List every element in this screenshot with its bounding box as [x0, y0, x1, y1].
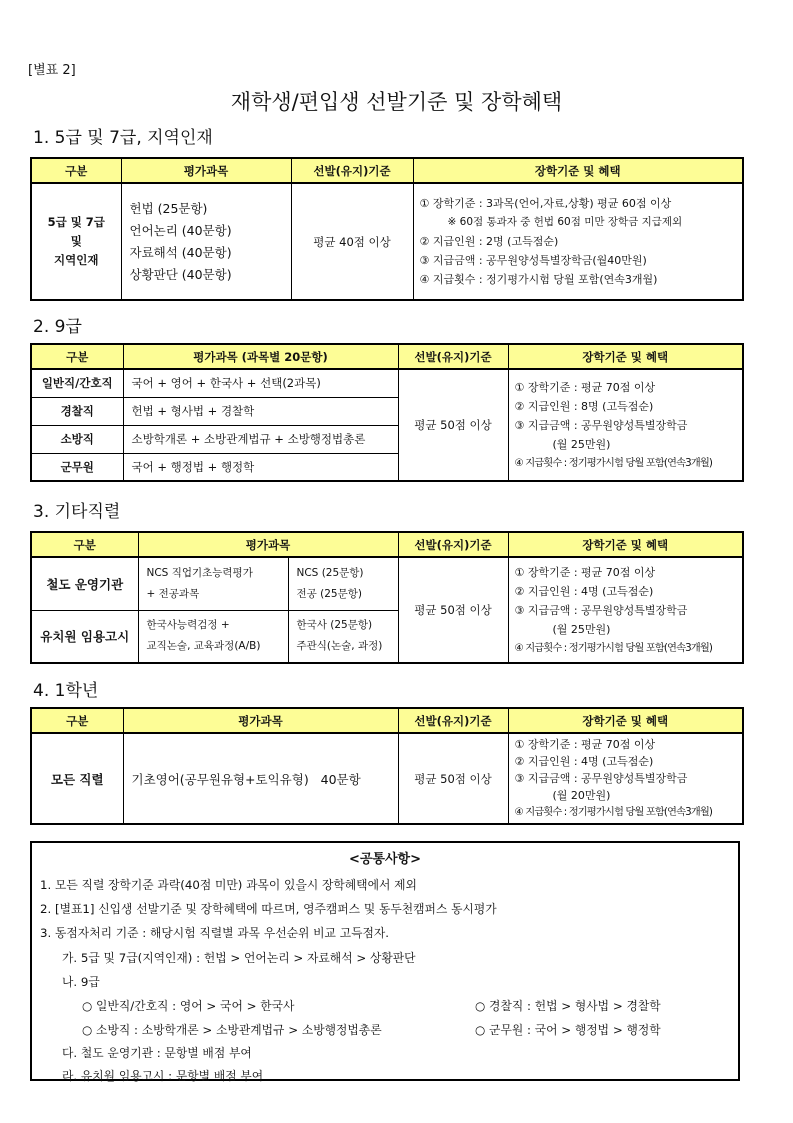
note-line: ○ 군무원 : 국어 > 행정법 > 행정학 — [475, 1023, 661, 1037]
benefits-cell: ① 장학기준 : 평균 70점 이상 ② 지급인원 : 4명 (고득점순) ③ 지급금액 : 공무원양성특별장학금 (월 25만원) ④ 지급횟수 : 정기평가시험 당월 포함(연속3개월) — [508, 557, 743, 663]
common-notes-box — [30, 841, 740, 1081]
subjects-cell: NCS 직업기초능력평가 + 전공과목 — [138, 557, 288, 610]
section-3-table — [30, 531, 744, 664]
category-cell: 모든 직렬 — [31, 733, 123, 824]
header-criterion: 선발(유지)기준 — [398, 532, 508, 557]
section-1-table — [30, 157, 744, 301]
header-benefits: 장학기준 및 혜택 — [508, 344, 743, 369]
criterion-cell: 평균 50점 이상 — [398, 733, 508, 824]
note-line: 나. 9급 — [62, 975, 100, 989]
criterion-cell: 평균 40점 이상 — [291, 183, 413, 300]
header-category: 구분 — [31, 532, 138, 557]
subjects-cell: 국어 + 행정법 + 행정학 — [123, 453, 398, 481]
header-benefits: 장학기준 및 혜택 — [508, 532, 743, 557]
header-benefits: 장학기준 및 혜택 — [413, 158, 743, 183]
header-category: 구분 — [31, 344, 123, 369]
note-line: ○ 경찰직 : 헌법 > 형사법 > 경찰학 — [475, 999, 661, 1013]
note-line: 다. 철도 운영기관 : 문항별 배점 부여 — [62, 1046, 252, 1060]
header-subjects: 평가과목 — [138, 532, 398, 557]
header-criterion: 선발(유지)기준 — [398, 708, 508, 733]
note-line: ○ 일반직/간호직 : 영어 > 국어 > 한국사 — [82, 999, 295, 1013]
subject-detail-cell: 한국사 (25문항) 주관식(논술, 과정) — [288, 610, 398, 663]
section-2-heading: 2. 9급 — [33, 317, 82, 337]
page-title: 재학생/편입생 선발기준 및 장학혜택 — [230, 90, 563, 114]
category-cell: 유치원 임용고시 — [31, 610, 138, 663]
subjects-cell: 기초영어(공무원유형+토익유형) 40문항 — [123, 733, 398, 824]
header-subjects: 평가과목 (과목별 20문항) — [123, 344, 398, 369]
subjects-cell: 소방학개론 + 소방관계법규 + 소방행정법총론 — [123, 425, 398, 453]
header-criterion: 선발(유지)기준 — [291, 158, 413, 183]
note-line: ○ 소방직 : 소방학개론 > 소방관계법규 > 소방행정법총론 — [82, 1023, 382, 1037]
header-criterion: 선발(유지)기준 — [398, 344, 508, 369]
category-cell: 일반직/간호직 — [31, 369, 123, 397]
header-benefits: 장학기준 및 혜택 — [508, 708, 743, 733]
category-cell: 5급 및 7급 및 지역인재 — [31, 183, 121, 300]
subjects-cell: 국어 + 영어 + 한국사 + 선택(2과목) — [123, 369, 398, 397]
header-subjects: 평가과목 — [121, 158, 291, 183]
section-2-table — [30, 343, 744, 482]
section-4-table — [30, 707, 744, 825]
header-category: 구분 — [31, 708, 123, 733]
section-1-heading: 1. 5급 및 7급, 지역인재 — [33, 128, 213, 148]
subjects-cell: 헌법 + 형사법 + 경찰학 — [123, 397, 398, 425]
note-line: 라. 유치원 임용고시 : 문항별 배점 부여 — [62, 1069, 264, 1083]
benefits-cell: ① 장학기준 : 3과목(언어,자료,상황) 평균 60점 이상 ※ 60점 통과자 중 헌법 60점 미만 장학금 지급제외 ② 지급인원 : 2명 (고득점순) ③ 지급금액 : 공무원양성특별장학금(월40만원) ④ 지급횟수 : 정기평가시험 당월 포함(연속3개월) — [413, 183, 743, 300]
subjects-cell: 헌법 (25문항) 언어논리 (40문항) 자료해석 (40문항) 상황판단 (40문항) — [121, 183, 291, 300]
note-line: 3. 동점자처리 기준 : 해당시험 직렬별 과목 우선순위 비교 고득점자. — [40, 926, 390, 940]
subjects-cell: 한국사능력검정 + 교직논술, 교육과정(A/B) — [138, 610, 288, 663]
benefits-cell: ① 장학기준 : 평균 70점 이상 ② 지급인원 : 8명 (고득점순) ③ 지급금액 : 공무원양성특별장학금 (월 25만원) ④ 지급횟수 : 정기평가시험 당월 포함(연속3개월) — [508, 369, 743, 481]
section-3-heading: 3. 기타직렬 — [33, 502, 121, 522]
criterion-cell: 평균 50점 이상 — [398, 369, 508, 481]
note-line: 가. 5급 및 7급(지역인재) : 헌법 > 언어논리 > 자료해석 > 상황판단 — [62, 951, 416, 965]
appendix-tag: [별표 2] — [28, 63, 76, 78]
category-cell: 군무원 — [31, 453, 123, 481]
note-line: 1. 모든 직렬 장학기준 과락(40점 미만) 과목이 있을시 장학혜택에서 제외 — [40, 878, 417, 892]
section-4-heading: 4. 1학년 — [33, 681, 99, 701]
category-cell: 경찰직 — [31, 397, 123, 425]
header-category: 구분 — [31, 158, 121, 183]
subject-detail-cell: NCS (25문항) 전공 (25문항) — [288, 557, 398, 610]
category-cell: 철도 운영기관 — [31, 557, 138, 610]
note-line: 2. [별표1] 신입생 선발기준 및 장학혜택에 따르며, 영주캠퍼스 및 동두천캠퍼스 동시평가 — [40, 902, 497, 916]
header-subjects: 평가과목 — [123, 708, 398, 733]
category-cell: 소방직 — [31, 425, 123, 453]
criterion-cell: 평균 50점 이상 — [398, 557, 508, 663]
benefits-cell: ① 장학기준 : 평균 70점 이상 ② 지급인원 : 4명 (고득점순) ③ 지급금액 : 공무원양성특별장학금 (월 20만원) ④ 지급횟수 : 정기평가시험 당월 포함(연속3개월) — [508, 733, 743, 824]
notes-title: <공통사항> — [348, 852, 422, 867]
